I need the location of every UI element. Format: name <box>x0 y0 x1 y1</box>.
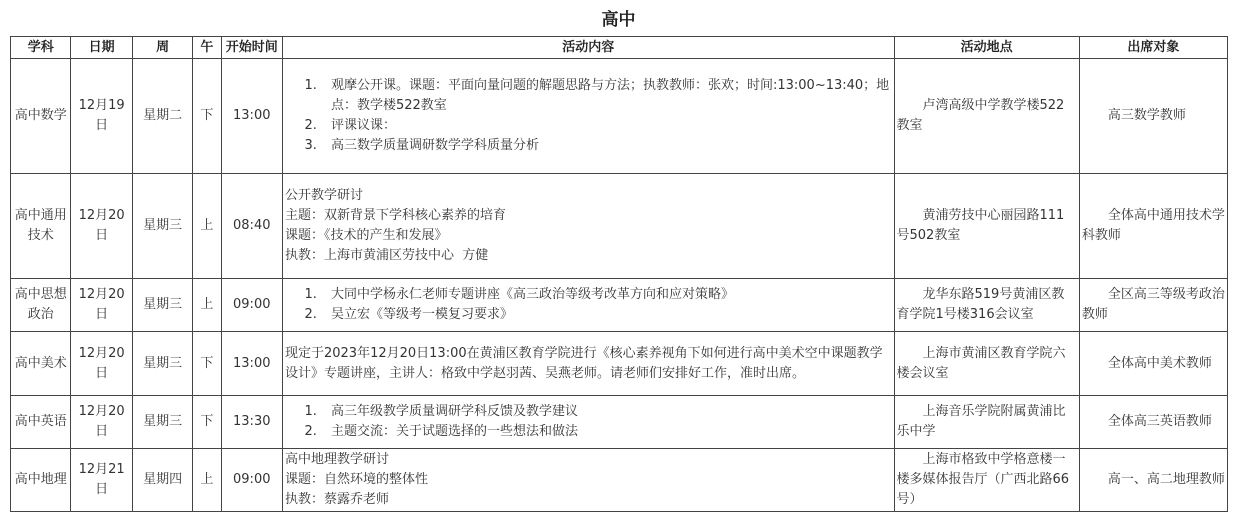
period-cell: 上 <box>193 279 221 332</box>
table-row <box>11 332 1228 396</box>
period-cell: 上 <box>193 174 221 279</box>
table-row <box>11 449 1228 512</box>
weekday-cell: 星期三 <box>132 174 192 279</box>
content-item: 1. 大同中学杨永仁老师专题讲座《高三政治等级考改革方向和应对策略》 <box>321 285 892 305</box>
content-cell <box>282 449 894 512</box>
content-cell <box>282 279 894 332</box>
audience-cell <box>1079 174 1227 279</box>
location-text: 卢湾高级中学教学楼522教室 <box>896 98 1065 133</box>
subject-cell: 高中英语 <box>11 396 71 449</box>
start-time-cell: 13:00 <box>221 332 282 396</box>
weekday-cell: 星期三 <box>132 279 192 332</box>
page-title: 高中 <box>601 10 636 30</box>
date-cell: 12月20日 <box>71 174 132 279</box>
location-cell <box>894 332 1079 396</box>
audience-text: 全体高三英语教师 <box>1107 414 1212 429</box>
audience-cell <box>1079 279 1227 332</box>
content-item: 2. 吴立宏《等级考一模复习要求》 <box>321 305 892 325</box>
audience-cell <box>1079 396 1227 449</box>
content-list <box>285 76 892 156</box>
weekday-cell: 星期四 <box>132 449 192 512</box>
content-line: 现定于2023年12月20日13:00在黄浦区教育学院进行《核心素养视角下如何进行高中美术空中课题教学设计》专题讲座，主讲人：格致中学赵羽茜、吴燕老师。请老师们安排好工作，准时出席。 <box>284 345 883 381</box>
header-weekday: 周 <box>132 37 192 59</box>
location-cell <box>894 174 1079 279</box>
period-cell: 下 <box>193 332 221 396</box>
content-item: 3. 高三数学质量调研数学学科质量分析 <box>321 136 892 156</box>
weekday-cell: 星期三 <box>132 396 192 449</box>
weekday-cell: 星期三 <box>132 332 192 396</box>
location-text: 上海市黄浦区教育学院六楼会议室 <box>896 345 1066 381</box>
start-time-cell: 13:00 <box>221 59 282 174</box>
subject-cell: 高中数学 <box>11 59 71 174</box>
header-audience: 出席对象 <box>1079 37 1227 59</box>
subject-cell: 高中地理 <box>11 449 71 512</box>
content-list <box>285 402 892 442</box>
location-cell <box>894 279 1079 332</box>
content-item: 2. 主题交流：关于试题选择的一些想法和做法 <box>321 422 892 442</box>
content-item: 1. 高三年级教学质量调研学科反馈及教学建议 <box>321 402 892 422</box>
subject-cell: 高中美术 <box>11 332 71 396</box>
audience-text: 高一、高二地理教师 <box>1107 472 1225 487</box>
content-cell <box>282 332 894 396</box>
audience-text: 高三数学教师 <box>1107 108 1186 123</box>
audience-cell <box>1079 59 1227 174</box>
start-time-cell: 09:00 <box>221 279 282 332</box>
table-row <box>11 59 1228 174</box>
subject-cell: 高中通用技术 <box>11 174 71 279</box>
period-cell: 下 <box>193 396 221 449</box>
audience-text: 全体高中美术教师 <box>1107 355 1212 371</box>
start-time-cell: 13:30 <box>221 396 282 449</box>
location-text: 上海市格致中学格意楼一楼多媒体报告厅（广西北路66号） <box>896 452 1070 507</box>
header-date: 日期 <box>71 37 132 59</box>
header-location: 活动地点 <box>894 37 1079 59</box>
date-cell: 12月20日 <box>71 396 132 449</box>
table-row <box>11 174 1228 279</box>
weekday-cell: 星期二 <box>132 59 192 174</box>
content-cell <box>282 59 894 174</box>
subject-cell: 高中思想政治 <box>11 279 71 332</box>
location-cell <box>894 59 1079 174</box>
content-cell <box>282 396 894 449</box>
content-line: 执教：蔡露乔老师 <box>284 492 389 507</box>
table-row <box>11 279 1228 332</box>
content-item: 1. 观摩公开课。课题：平面向量问题的解题思路与方法；执教教师：张欢；时间:13:00~13:40；地点：教学楼522教室 <box>321 76 892 116</box>
period-cell: 下 <box>193 59 221 174</box>
audience-text: 全区高三等级考政治教师 <box>1081 287 1225 322</box>
content-cell <box>282 174 894 279</box>
start-time-cell: 09:00 <box>221 449 282 512</box>
period-cell: 上 <box>193 449 221 512</box>
content-line: 高中地理教学研讨 <box>284 452 389 467</box>
date-cell: 12月21日 <box>71 449 132 512</box>
location-cell <box>894 396 1079 449</box>
content-line: 课题：自然环境的整体性 <box>284 472 428 487</box>
date-cell: 12月20日 <box>71 332 132 396</box>
audience-cell <box>1079 332 1227 396</box>
header-start-time: 开始时间 <box>221 37 282 59</box>
audience-text: 全体高中通用技术学科教师 <box>1081 208 1225 243</box>
content-line: 执教：上海市黄浦区劳技中心 方健 <box>284 248 489 263</box>
header-period: 午 <box>193 37 221 59</box>
location-cell <box>894 449 1079 512</box>
start-time-cell: 08:40 <box>221 174 282 279</box>
content-line: 主题：双新背景下学科核心素养的培育 <box>284 208 506 223</box>
location-text: 上海音乐学院附属黄浦比乐中学 <box>896 404 1066 439</box>
header-content: 活动内容 <box>282 37 894 59</box>
content-line: 公开教学研讨 <box>284 188 363 203</box>
location-text: 黄浦劳技中心丽园路111号502教室 <box>896 208 1065 243</box>
audience-cell <box>1079 449 1227 512</box>
content-list <box>285 285 892 325</box>
table-row <box>11 396 1228 449</box>
header-subject: 学科 <box>11 37 71 59</box>
header-row <box>11 37 1228 59</box>
location-text: 龙华东路519号黄浦区教育学院1号楼316会议室 <box>896 287 1065 322</box>
content-item: 2. 评课议课： <box>321 116 892 136</box>
content-line: 课题：《技术的产生和发展》 <box>284 228 448 243</box>
date-cell: 12月19日 <box>71 59 132 174</box>
schedule-table <box>10 36 1228 512</box>
date-cell: 12月20日 <box>71 279 132 332</box>
